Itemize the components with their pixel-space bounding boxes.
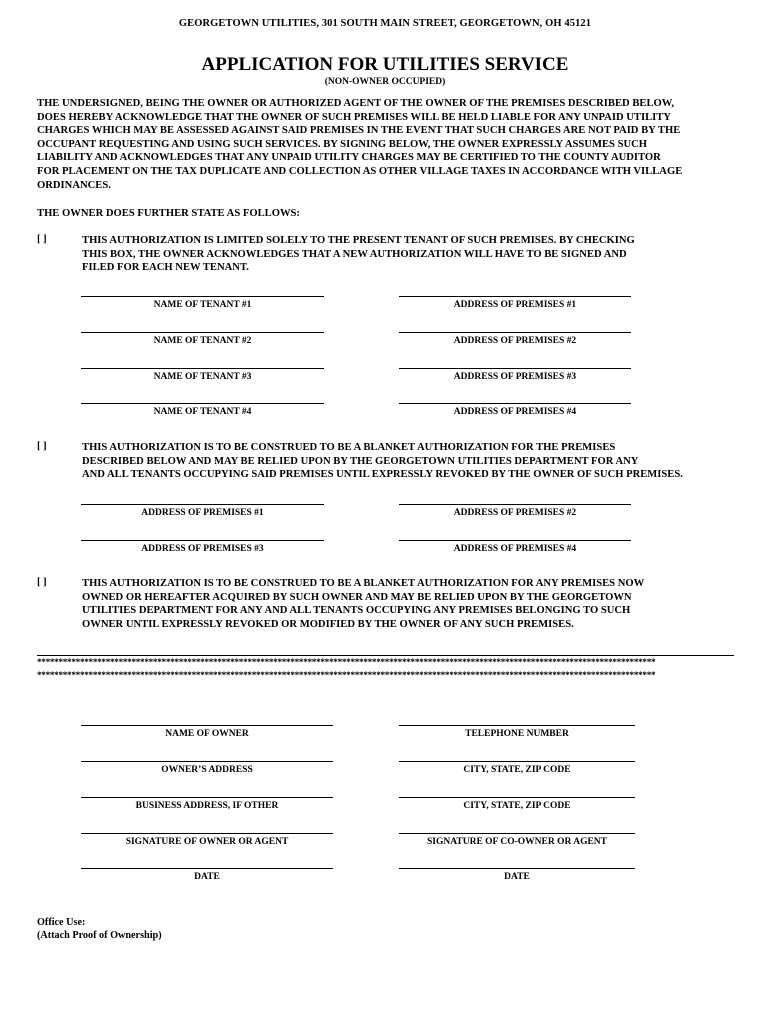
field-label: DATE <box>504 872 530 882</box>
owner-name-field[interactable] <box>81 725 333 739</box>
field-label: ADDRESS OF PREMISES #2 <box>453 336 577 346</box>
tenant-address-3-field[interactable] <box>399 368 631 382</box>
tenant-name-3-field[interactable] <box>81 368 324 382</box>
form-title: APPLICATION FOR UTILITIES SERVICE <box>201 54 569 75</box>
signature-line[interactable] <box>81 403 324 404</box>
signature-line[interactable] <box>399 296 631 297</box>
signature-line[interactable] <box>399 797 635 798</box>
signature-line[interactable] <box>399 833 635 834</box>
clause-line: OWNER UNTIL EXPRESSLY REVOKED OR MODIFIED BY THE OWNER OF ANY SUCH PREMISES. <box>82 618 574 630</box>
statement-line: ORDINANCES. <box>37 179 111 191</box>
field-label: BUSINESS ADDRESS, IF OTHER <box>135 801 279 811</box>
checkbox-tenant-only[interactable]: [ ] <box>37 234 47 245</box>
business-city-state-zip-field[interactable] <box>399 797 635 811</box>
premises-address-3-field[interactable] <box>81 540 324 554</box>
signature-line[interactable] <box>399 368 631 369</box>
office-use-section <box>37 916 162 942</box>
clause-line: OWNED OR HEREAFTER ACQUIRED BY SUCH OWNER AND MAY BE RELIED UPON BY THE GEORGETOWN <box>82 591 632 603</box>
signature-line[interactable] <box>81 504 324 505</box>
statement-line: CHARGES WHICH MAY BE ASSESSED AGAINST SAID PREMISES IN THE EVENT THAT SUCH CHARGES ARE NOT PAID BY THE <box>37 125 681 137</box>
field-label: ADDRESS OF PREMISES #3 <box>141 544 264 554</box>
signature-line[interactable] <box>81 725 333 726</box>
clause-line: THIS AUTHORIZATION IS TO BE CONSTRUED TO BE A BLANKET AUTHORIZATION FOR ANY PREMISES NOW <box>82 578 645 589</box>
tenant-address-4-field[interactable] <box>399 403 631 417</box>
signature-line[interactable] <box>399 403 631 404</box>
field-label: SIGNATURE OF CO-OWNER OR AGENT <box>427 837 607 847</box>
clause-line: FILED FOR EACH NEW TENANT. <box>82 262 249 274</box>
clause-line: DESCRIBED BELOW AND MAY BE RELIED UPON BY THE GEORGETOWN UTILITIES DEPARTMENT FOR ANY <box>82 455 639 467</box>
signature-line[interactable] <box>81 296 324 297</box>
field-label: OWNER’S ADDRESS <box>161 765 253 775</box>
signature-line[interactable] <box>81 868 333 869</box>
business-address-field[interactable] <box>81 797 333 811</box>
signature-line[interactable] <box>81 833 333 834</box>
tenant-name-1-field[interactable] <box>81 296 324 310</box>
statement-line: THE UNDERSIGNED, BEING THE OWNER OR AUTHORIZED AGENT OF THE OWNER OF THE PREMISES DESCRIBED BELOW, <box>37 98 675 109</box>
office-use-label: Office Use: <box>37 917 86 928</box>
tenant-name-4-field[interactable] <box>81 403 324 417</box>
field-label: NAME OF TENANT #2 <box>153 336 252 346</box>
field-label: NAME OF TENANT #3 <box>153 372 252 382</box>
field-label: CITY, STATE, ZIP CODE <box>463 765 571 775</box>
office-use-note: (Attach Proof of Ownership) <box>37 930 162 941</box>
signature-line[interactable] <box>81 540 324 541</box>
premises-address-2-field[interactable] <box>399 504 631 518</box>
field-label: NAME OF TENANT #4 <box>153 407 252 417</box>
owner-date-field[interactable] <box>81 868 333 882</box>
clause-line: THIS AUTHORIZATION IS LIMITED SOLELY TO THE PRESENT TENANT OF SUCH PREMISES. BY CHECKING <box>82 235 635 246</box>
field-label: NAME OF TENANT #1 <box>153 300 252 310</box>
field-label: ADDRESS OF PREMISES #3 <box>453 372 577 382</box>
field-label: ADDRESS OF PREMISES #1 <box>453 300 577 310</box>
checkbox-blanket-any-premises[interactable]: [ ] <box>37 577 47 588</box>
statement-line: FOR PLACEMENT ON THE TAX DUPLICATE AND COLLECTION AS OTHER VILLAGE TAXES IN ACCORDANCE WITH VILLAGE <box>37 165 683 177</box>
option-tenant-only-text <box>82 234 742 275</box>
field-label: ADDRESS OF PREMISES #2 <box>453 508 577 518</box>
statement-line: OCCUPANT REQUESTING AND USING SUCH SERVICES. BY SIGNING BELOW, THE OWNER EXPRESSLY ASSUMES SUCH <box>37 138 648 150</box>
utility-address-header: GEORGETOWN UTILITIES, 301 SOUTH MAIN STREET, GEORGETOWN, OH 45121 <box>178 18 592 29</box>
co-owner-date-field[interactable] <box>399 868 635 882</box>
field-label: ADDRESS OF PREMISES #4 <box>453 544 577 554</box>
section-divider <box>37 655 734 656</box>
owner-city-state-zip-field[interactable] <box>399 761 635 775</box>
signature-line[interactable] <box>399 868 635 869</box>
signature-line[interactable] <box>81 797 333 798</box>
premises-address-4-field[interactable] <box>399 540 631 554</box>
signature-line[interactable] <box>399 504 631 505</box>
field-label: CITY, STATE, ZIP CODE <box>463 801 571 811</box>
field-label: SIGNATURE OF OWNER OR AGENT <box>125 837 289 847</box>
statement-line: LIABILITY AND ACKNOWLEDGES THAT ANY UNPAID UTILITY CHARGES MAY BE CERTIFIED TO THE COUNTY AUDITOR <box>37 152 661 164</box>
field-label: DATE <box>194 872 220 882</box>
statement-line: DOES HEREBY ACKNOWLEDGE THAT THE OWNER OF SUCH PREMISES WILL BE HELD LIABLE FOR ANY UNPAID UTILITY <box>37 111 671 123</box>
field-label: ADDRESS OF PREMISES #1 <box>141 508 264 518</box>
signature-line[interactable] <box>81 368 324 369</box>
signature-line[interactable] <box>399 725 635 726</box>
field-label: NAME OF OWNER <box>165 729 249 739</box>
option-blanket-premises-text <box>82 441 742 482</box>
signature-line[interactable] <box>399 540 631 541</box>
tenant-name-2-field[interactable] <box>81 332 324 346</box>
clause-line: UTILITIES DEPARTMENT FOR ANY AND ALL TENANTS OCCUPYING ANY PREMISES BELONGING TO SUCH <box>82 605 631 617</box>
liability-statement <box>37 97 737 192</box>
asterisk-separator: ************************************************************************************************************************************************ <box>37 670 656 680</box>
owner-signature-field[interactable] <box>81 833 333 847</box>
signature-line[interactable] <box>399 332 631 333</box>
asterisk-separator: ************************************************************************************************************************************************ <box>37 657 656 667</box>
signature-line[interactable] <box>81 761 333 762</box>
telephone-field[interactable] <box>399 725 635 739</box>
further-state-heading: THE OWNER DOES FURTHER STATE AS FOLLOWS: <box>37 208 300 219</box>
signature-line[interactable] <box>81 332 324 333</box>
premises-address-1-field[interactable] <box>81 504 324 518</box>
checkbox-blanket-premises[interactable]: [ ] <box>37 441 47 452</box>
clause-line: THIS BOX, THE OWNER ACKNOWLEDGES THAT A NEW AUTHORIZATION WILL HAVE TO BE SIGNED AND <box>82 248 627 260</box>
form-subtitle: (NON-OWNER OCCUPIED) <box>324 77 446 87</box>
field-label: ADDRESS OF PREMISES #4 <box>453 407 577 417</box>
tenant-address-2-field[interactable] <box>399 332 631 346</box>
owner-address-field[interactable] <box>81 761 333 775</box>
field-label: TELEPHONE NUMBER <box>465 729 569 739</box>
tenant-address-1-field[interactable] <box>399 296 631 310</box>
co-owner-signature-field[interactable] <box>399 833 635 847</box>
clause-line: AND ALL TENANTS OCCUPYING SAID PREMISES UNTIL EXPRESSLY REVOKED BY THE OWNER OF SUCH PREMISES. <box>82 469 683 481</box>
clause-line: THIS AUTHORIZATION IS TO BE CONSTRUED TO BE A BLANKET AUTHORIZATION FOR THE PREMISES <box>82 442 616 453</box>
option-blanket-any-premises-text <box>82 577 742 631</box>
signature-line[interactable] <box>399 761 635 762</box>
